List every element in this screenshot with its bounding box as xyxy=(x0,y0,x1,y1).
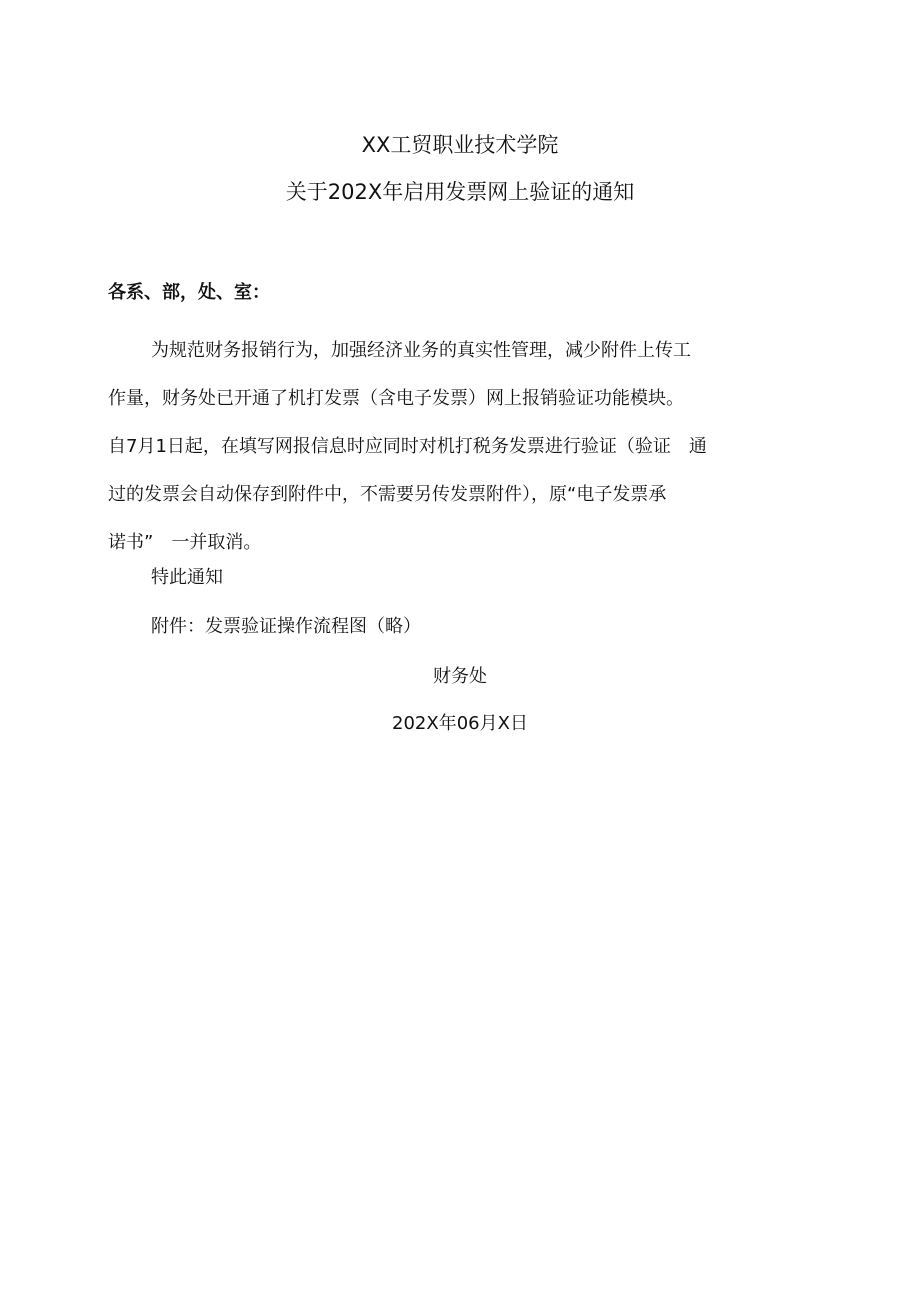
salutation: 各系、部，处、室： xyxy=(108,282,270,303)
signature-department: 财务处 xyxy=(433,666,487,687)
body-line: 自7月1日起，在填写网报信息时应同时对机打税务发票进行验证（验证 通 xyxy=(108,436,707,457)
body-line: 诺书” 一并取消。 xyxy=(108,532,262,553)
attachment-note: 附件：发票验证操作流程图（略） xyxy=(151,616,421,637)
notice-body xyxy=(108,327,808,567)
document-title xyxy=(0,132,920,205)
notice-subject: 关于202X年启用发票网上验证的通知 xyxy=(285,180,635,204)
body-line: 作量，财务处已开通了机打发票（含电子发票）网上报销验证功能模块。 xyxy=(108,388,684,409)
signature-date: 202X年06月X日 xyxy=(392,713,528,734)
body-line: 过的发票会自动保存到附件中，不需要另传发票附件），原“电子发票承 xyxy=(108,484,667,505)
institution-name: XX工贸职业技术学院 xyxy=(361,133,559,157)
body-line: 为规范财务报销行为，加强经济业务的真实性管理，减少附件上传工 xyxy=(151,340,691,361)
closing-remark: 特此通知 xyxy=(151,567,223,588)
